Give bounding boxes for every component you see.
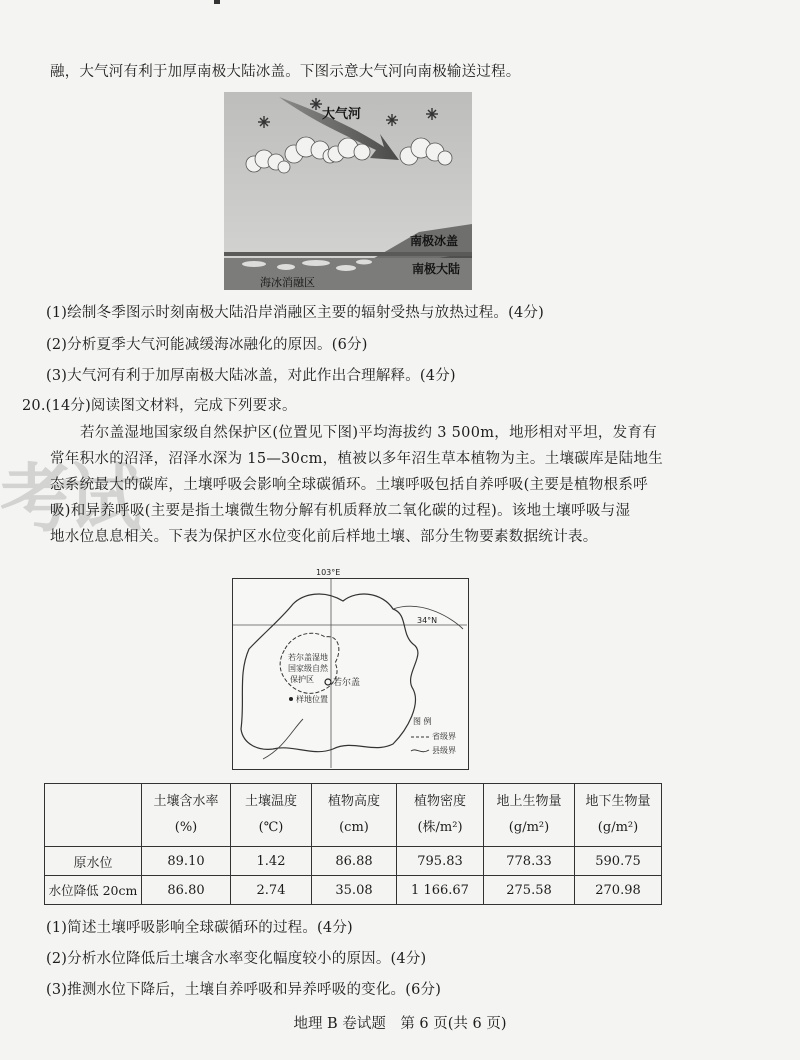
lon-label: 103°E [316,568,341,577]
q20-part-3: (3)推测水位下降后，土壤自养呼吸和异养呼吸的变化。(6分) [46,982,442,998]
q19-part-1: (1)绘制冬季图示时刻南极大陆沿岸消融区主要的辐射受热与放热过程。(4分) [46,305,544,321]
page-footer: 地理 B 卷试题 第 6 页(共 6 页) [293,1016,507,1032]
table-cell: 35.08 [312,876,397,905]
table-row [45,876,662,905]
table-cell: 778.33 [484,847,575,876]
location-map [232,568,469,770]
table-row [45,847,662,876]
q20-header: 20.(14分)阅读图文材料，完成下列要求。 [22,398,297,414]
table-header-row [45,784,662,847]
column-header: 地下生物量 (g/m²) [575,784,662,847]
row-label: 原水位 [45,847,142,876]
row-label: 水位降低 20cm [45,876,142,905]
q20-material-paragraph [50,420,760,550]
para-line: 态系统最大的碳库，土壤呼吸会影响全球碳循环。土壤呼吸包括自养呼吸(主要是植物根系呼 [50,477,648,493]
legend-county-icon [411,750,429,752]
reserve-label-2: 国家级自然 [288,664,328,673]
table-cell: 1 166.67 [397,876,484,905]
table-cell: 89.10 [142,847,231,876]
label-ice-cap: 南极冰盖 [410,234,459,248]
table-cell: 86.88 [312,847,397,876]
binding-mark [214,0,220,4]
column-header: 植物密度 (株/m²) [397,784,484,847]
table-cell: 2.74 [231,876,312,905]
q19-intro-text: 融，大气河有利于加厚南极大陆冰盖。下图示意大气河向南极输送过程。 [50,64,521,80]
town-marker-icon [325,679,331,685]
para-line: 吸)和异养呼吸(主要是指土壤微生物分解有机质释放二氧化碳的过程)。该地土壤呼吸与湿 [50,503,631,519]
para-line: 若尔盖湿地国家级自然保护区(位置见下图)平均海拔约 3 500m，地形相对平坦，发育有 [80,425,658,441]
legend-title: 图 例 [413,717,432,726]
para-line: 地水位息息相关。下表为保护区水位变化前后样地土壤、部分生物要素数据统计表。 [50,529,598,545]
province-boundary [241,594,418,752]
label-atmospheric-river: 大气河 [322,107,362,122]
column-header: 土壤温度 (℃) [231,784,312,847]
table-cell: 275.58 [484,876,575,905]
town-label: 若尔盖 [333,678,361,688]
sample-label: 样地位置 [296,695,328,704]
reserve-label-1: 若尔盖湿地 [288,653,328,662]
q19-part-3: (3)大气河有利于加厚南极大陆冰盖，对此作出合理解释。(4分) [46,368,456,384]
sample-marker-icon [289,697,293,701]
lat-label: 34°N [417,616,438,625]
atmospheric-river-figure [224,92,472,290]
para-line: 常年积水的沼泽，沼泽水深为 15—30cm，植被以多年沼生草本植物为主。土壤碳库是陆地生 [50,451,664,467]
column-header: 土壤含水率 (%) [142,784,231,847]
legend-county-label: 县级界 [432,746,456,755]
table-cell: 86.80 [142,876,231,905]
table-cell: 270.98 [575,876,662,905]
table-cell: 795.83 [397,847,484,876]
label-melt-zone: 海冰消融区 [260,276,315,289]
q20-part-1: (1)简述土壤呼吸影响全球碳循环的过程。(4分) [46,920,353,936]
column-header: 地上生物量 (g/m²) [484,784,575,847]
label-continent: 南极大陆 [412,262,461,276]
reserve-label-3: 保护区 [290,675,314,684]
watermark: 考试 [0,456,136,542]
legend-province-label: 省级界 [432,732,456,741]
column-header: 植物高度 (cm) [312,784,397,847]
q20-part-2: (2)分析水位降低后土壤含水率变化幅度较小的原因。(4分) [46,951,427,967]
table-cell: 1.42 [231,847,312,876]
data-table [44,783,662,905]
atmospheric-river-illustration [224,92,472,290]
table-cell: 590.75 [575,847,662,876]
table-corner-cell [45,784,142,847]
q19-part-2: (2)分析夏季大气河能减缓海冰融化的原因。(6分) [46,337,368,353]
